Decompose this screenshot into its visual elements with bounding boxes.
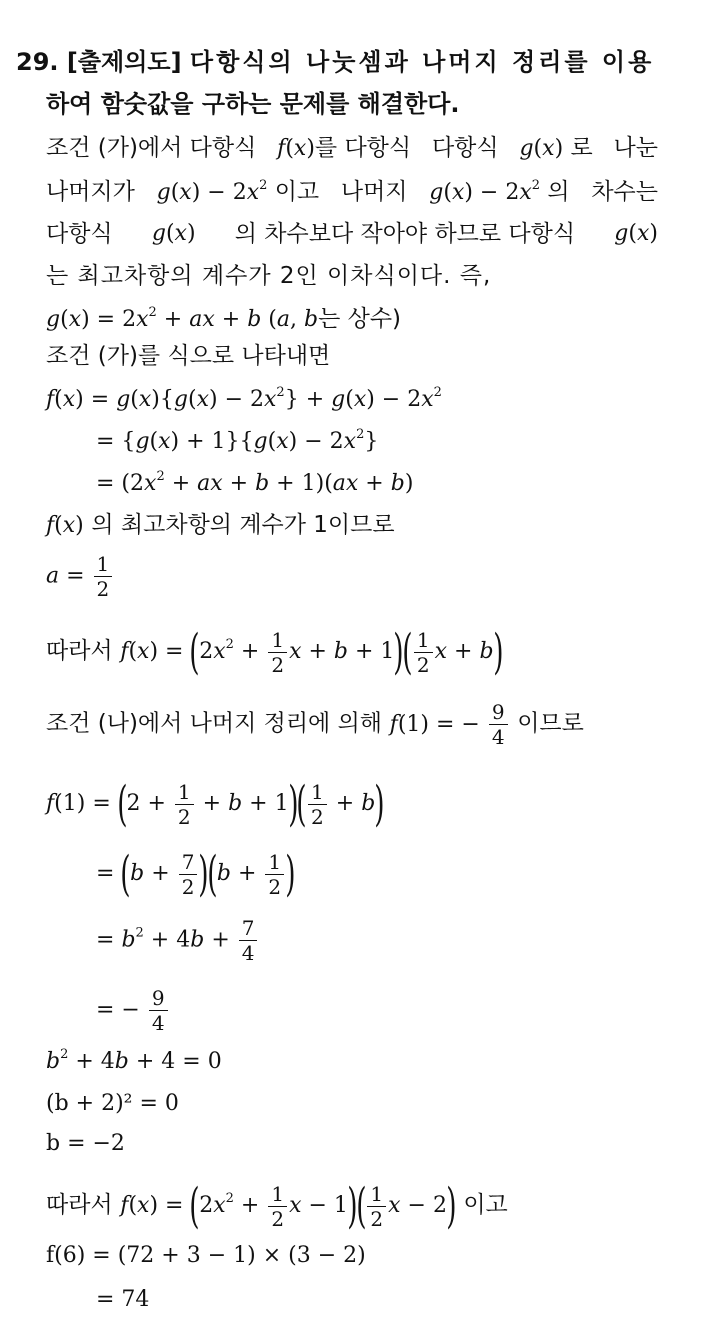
problem-title-1: 다항식의 나눗셈과 나머지 정리를 이용	[189, 48, 655, 76]
problem-tag: [출제의도]	[66, 48, 182, 76]
cond-na-line: 조건 (나)에서 나머지 정리에 의해 f(1) = − $\frac{9}{4}$ 이므로	[46, 700, 584, 749]
f1-line-1: f(1) = (2 + $\frac{1}{2}$ + b + 1)( $\frac{1}{2}$ + b)	[46, 776, 385, 832]
problem-heading	[16, 46, 654, 78]
final-answer: = 74	[96, 1287, 150, 1312]
fx-with-a: 따라서 $f(x) = (2x^2$ + $\frac{1}{2}$ x + b + 1)( $\frac{1}{2}$ x + b)	[46, 624, 504, 680]
eq-square: (b + 2)² = 0	[46, 1091, 179, 1116]
f1-line-4: = − $\frac{9}{4}$	[96, 986, 170, 1035]
gx-form: $g(x) = 2x^2$ + ax + b (a, b는 상수)	[46, 305, 402, 332]
problem-title-2: 하여 함숫값을 구하는 문제를 해결한다.	[46, 90, 460, 118]
f1-line-3: = $b^2 + 4b$ + $\frac{7}{4}$	[96, 916, 259, 965]
eq-b-value: b = −2	[46, 1131, 125, 1156]
problem-number: 29.	[16, 48, 59, 76]
cond-ga-text: 조건 (가)를 식으로 나타내면	[46, 343, 331, 369]
a-value: a = $\frac{1}{2}$	[46, 552, 114, 601]
para-line-1: 조건 (가)에서 다항식 f(x)를 다항식 다항식 g(x) 로 나눈	[46, 135, 658, 161]
f1-line-2: = (b + $\frac{7}{2}$ )(b + $\frac{1}{2}$ )	[96, 846, 296, 902]
eq-quadratic: $b^2 + 4b + 4 = 0$	[46, 1047, 222, 1074]
f6-line: f(6) = (72 + 3 − 1) × (3 − 2)	[46, 1243, 366, 1268]
fx-final: 따라서 $f(x) = (2x^2$ + $\frac{1}{2}$ x − 1)( $\frac{1}{2}$ x − 2) 이고	[46, 1178, 508, 1234]
fx-line-3: = ($2x^2$ + ax + b + 1)(ax + b)	[96, 469, 414, 496]
para-line-2: 나머지가 $g(x) - 2x^2$ 이고 나머지 $g(x) - 2x^2$ 의 차수는	[46, 178, 658, 205]
para-line-4: 는 최고차항의 계수가 2인 이차식이다. 즉,	[46, 263, 492, 289]
fx-line-2: = $\{g(x) + 1\}\{g(x) - 2x^2\}$	[96, 427, 379, 454]
para-line-3: 다항식 g(x) 의 차수보다 작아야 하므로 다항식 g(x)	[46, 221, 658, 247]
lead-coef-line: f(x) 의 최고차항의 계수가 1이므로	[46, 512, 395, 538]
fx-line-1: $f(x) = g(x)\{g(x) - 2x^2\} + g(x) - 2x^2$	[46, 385, 442, 412]
